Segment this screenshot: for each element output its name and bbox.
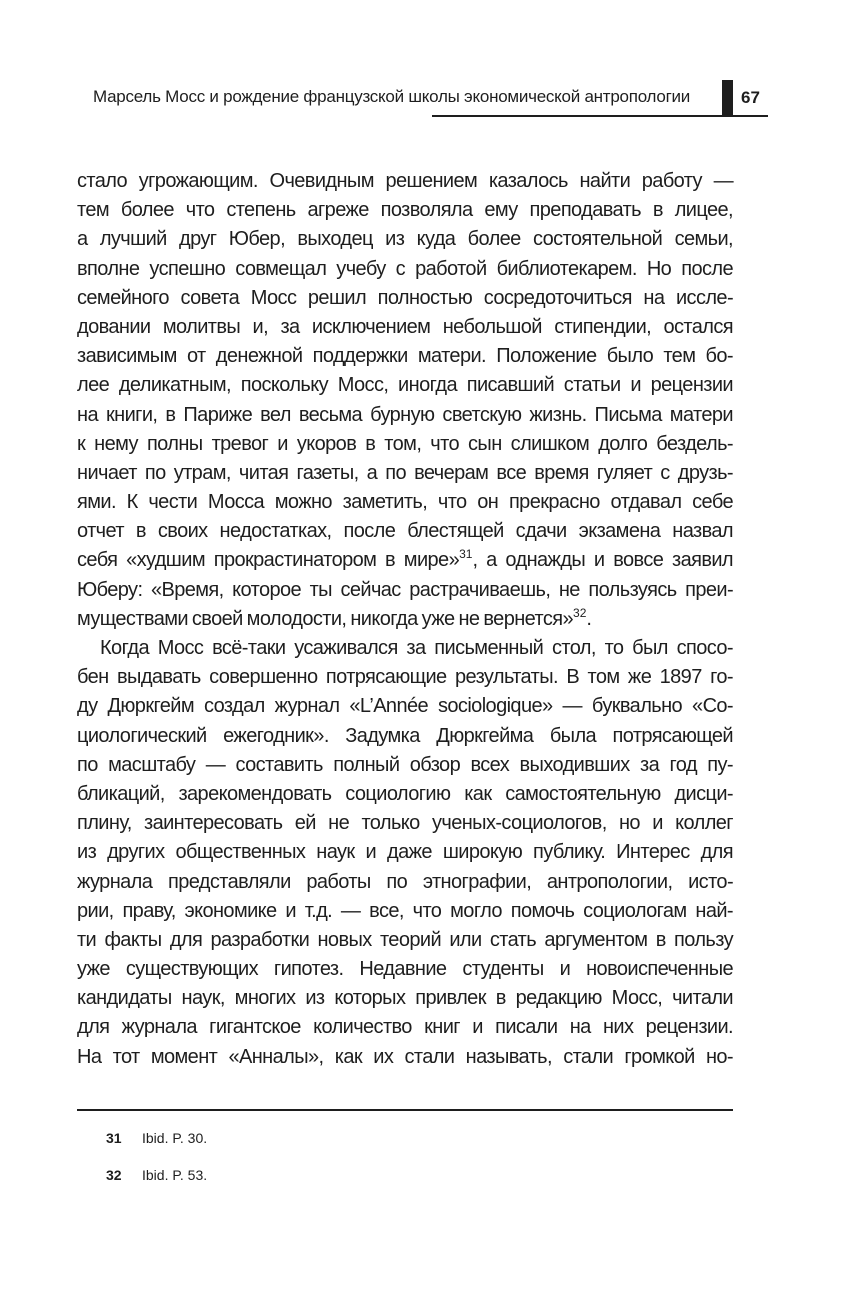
text-line: на книги, в Париже вел весьма бурную светскую жизнь. Письма матери bbox=[77, 403, 733, 426]
text-line bbox=[77, 605, 733, 634]
text-line: бен выдавать совершенно потрясающие результаты. В том же 1897 го- bbox=[77, 666, 733, 689]
text-line: по масштабу — составить полный обзор всех выходивших за год пу- bbox=[77, 753, 733, 776]
text-segment: муществами своей молодости, никогда уже не вернется» bbox=[77, 607, 574, 630]
footnote-number: 32 bbox=[106, 1167, 122, 1183]
text-line: к нему полны тревог и укоров в том, что сын слишком долго бездель- bbox=[77, 432, 733, 455]
page-number-bar bbox=[722, 80, 733, 116]
text-line: плину, заинтересовать ей не только ученых-социологов, но и коллег bbox=[77, 812, 733, 835]
text-line: а лучший друг Юбер, выходец из куда более состоятельной семьи, bbox=[77, 228, 733, 251]
text-line: вполне успешно совмещал учебу с работой библиотекарем. Но после bbox=[77, 257, 733, 280]
text-line: уже существующих гипотез. Недавние студенты и новоиспеченные bbox=[77, 958, 733, 981]
footnote-32 bbox=[106, 1165, 207, 1185]
text-line: Когда Мосс всё-таки усаживался за письменный стол, то был спосо- bbox=[100, 637, 733, 659]
text-line: семейного совета Мосс решил полностью сосредоточиться на иссле- bbox=[77, 286, 733, 309]
footnote-text: Ibid. P. 30. bbox=[142, 1130, 208, 1146]
header-rule bbox=[432, 115, 768, 117]
text-line: довании молитвы и, за исключением небольшой стипендии, остался bbox=[77, 315, 733, 338]
text-segment: . bbox=[586, 607, 592, 630]
text-line: из других общественных наук и даже широкую публику. Интерес для bbox=[77, 841, 733, 864]
text-line: Юберу: «Время, которое ты сейчас растрачиваешь, не пользуясь преи- bbox=[77, 578, 733, 601]
text-line: ти факты для разработки новых теорий или стать аргументом в пользу bbox=[77, 928, 733, 951]
footnote-ref-32[interactable]: 32 bbox=[573, 605, 587, 620]
text-line: бликаций, зарекомендовать социологию как самостоятельную дисци- bbox=[77, 782, 733, 805]
text-line: лее деликатным, поскольку Мосс, иногда писавший статьи и рецензии bbox=[77, 374, 733, 397]
text-segment: себя «худшим прокрастинатором в мире» bbox=[77, 549, 460, 572]
text-line bbox=[77, 546, 733, 575]
text-line: стало угрожающим. Очевидным решением казалось найти работу — bbox=[77, 170, 733, 192]
footnote-rule bbox=[77, 1109, 733, 1111]
body-text bbox=[77, 167, 733, 1072]
footnote-number: 31 bbox=[106, 1130, 122, 1146]
footnote-31 bbox=[106, 1128, 207, 1148]
text-line: тем более что степень агреже позволяла ему преподавать в лицее, bbox=[77, 199, 733, 222]
text-line: для журнала гигантское количество книг и писали на них рецензии. bbox=[77, 1016, 733, 1039]
text-line: ничает по утрам, читая газеты, а по вечерам все время гуляет с друзь- bbox=[77, 461, 733, 484]
text-line: рии, праву, экономике и т.д. — все, что могло помочь социологам най- bbox=[77, 899, 733, 922]
footnote-text: Ibid. P. 53. bbox=[142, 1167, 208, 1183]
text-line: На тот момент «Анналы», как их стали называть, стали громкой но- bbox=[77, 1045, 733, 1068]
text-line: ями. К чести Мосса можно заметить, что он прекрасно отдавал себе bbox=[77, 491, 733, 514]
text-line: зависимым от денежной поддержки матери. Положение было тем бо- bbox=[77, 345, 733, 368]
text-line: отчет в своих недостатках, после блестящей сдачи экзамена назвал bbox=[77, 520, 733, 543]
page-number: 67 bbox=[741, 88, 760, 107]
footnote-ref-31[interactable]: 31 bbox=[459, 547, 473, 562]
text-line: журнала представляли работы по этнографии, антропологии, исто- bbox=[77, 870, 733, 893]
text-segment: , а однажды и вовсе заявил bbox=[472, 549, 733, 572]
running-title: Марсель Мосс и рождение французской школы экономической антропологии bbox=[93, 87, 691, 106]
text-line: кандидаты наук, многих из которых привлек в редакцию Мосс, читали bbox=[77, 987, 733, 1010]
text-line: циологический ежегодник». Задумка Дюркгейма была потрясающей bbox=[77, 724, 733, 747]
text-line: ду Дюркгейм создал журнал «L’Année sociologique» — буквально «Со- bbox=[77, 695, 733, 718]
